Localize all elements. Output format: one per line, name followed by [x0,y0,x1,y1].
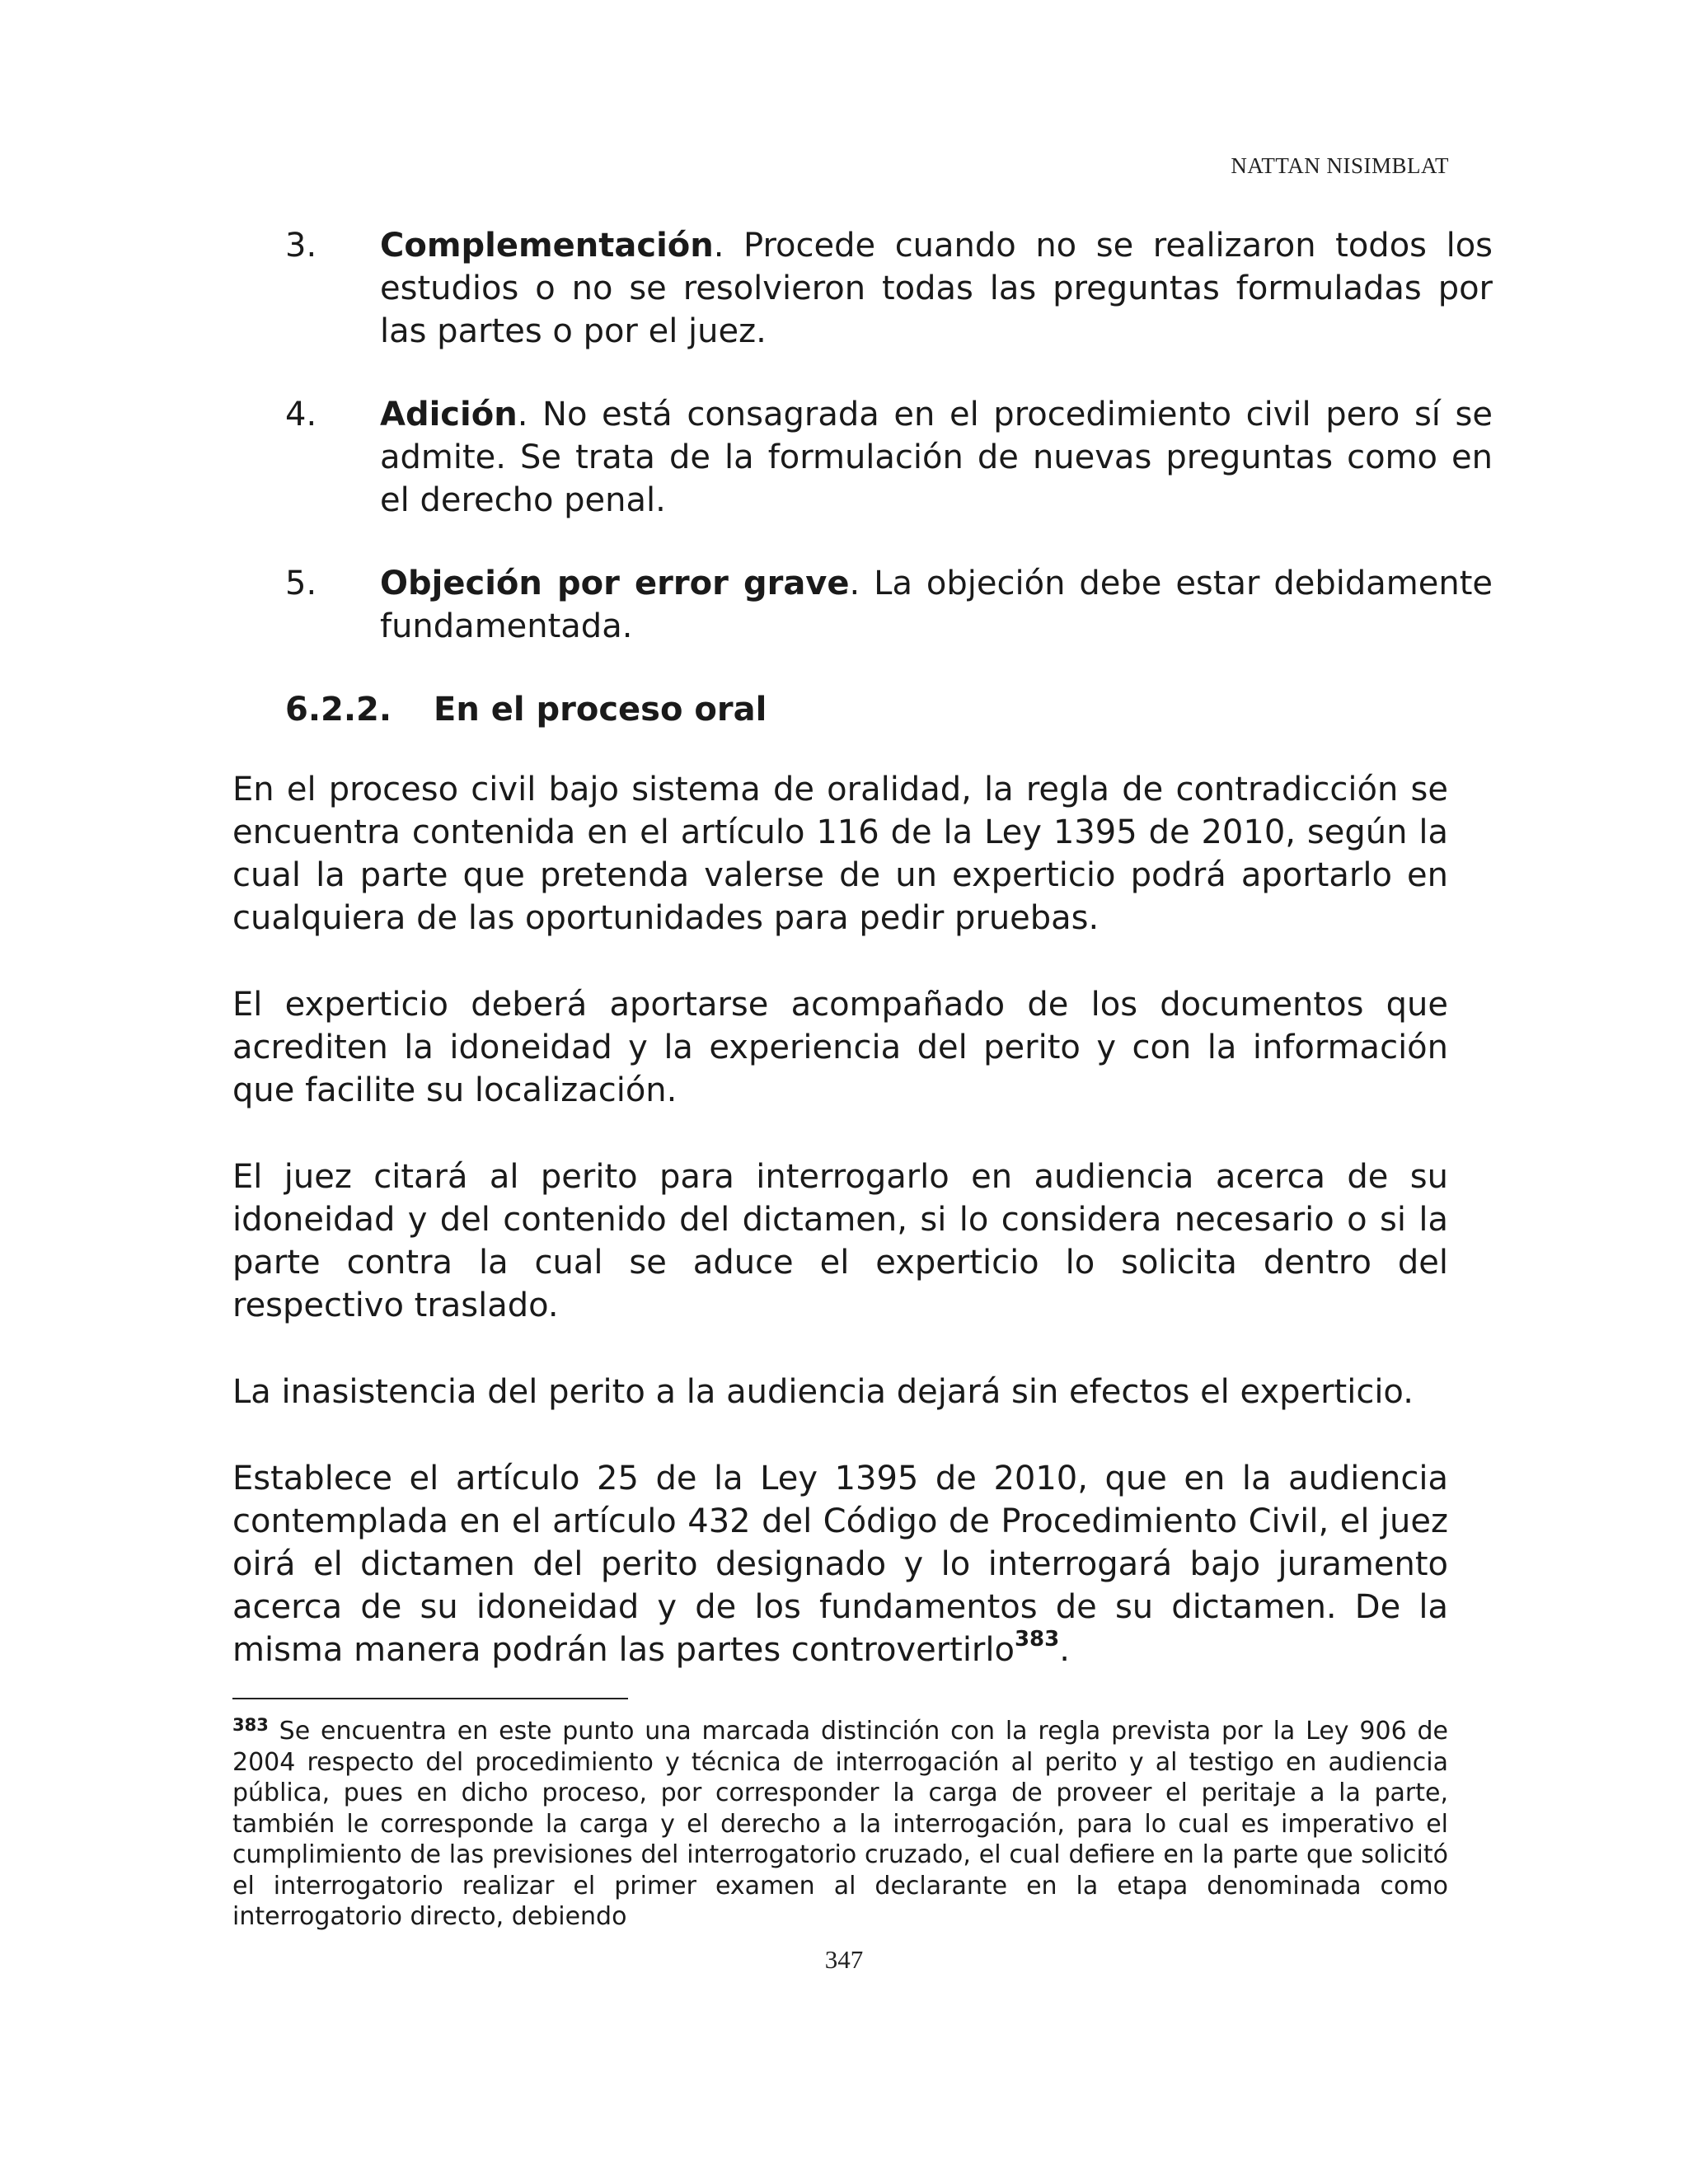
footnote [232,1716,1448,1933]
paragraph-trailing: . [1059,1631,1070,1669]
running-header: NATTAN NISIMBLAT [1231,153,1449,178]
section-number: 6.2.2. [285,691,392,729]
main-content [232,224,1493,1715]
body-paragraph: La inasistencia del perito a la audiencia dejará sin efectos el experticio. [232,1373,1414,1411]
list-item-objecion [285,562,1493,648]
list-item-number: 4. [285,396,317,434]
body-paragraph: El juez citará al perito para interrogarlo en audiencia acerca de su idoneidad y del contenido del dictamen, si lo considera necesario o si la parte contra la cual se aduce el experticio lo solicita dentro del respectivo traslado. [232,1158,1448,1324]
list-item-number: 3. [285,227,317,265]
list-item-text: . La objeción debe estar debidamente fundamentada. [380,565,1493,645]
list-item-text: . No está consagrada en el procedimiento civil pero sí se admite. Se trata de la formulación de nuevas preguntas como en el derecho penal. [380,396,1493,519]
paragraph-text: Establece el artículo 25 de la Ley 1395 de 2010, que en la audiencia contemplada en el artículo 432 del Código de Procedimiento Civil, el juez oirá el dictamen del perito designado y lo interrogará bajo juramento acerca de su idoneidad y de los fundamentos de su dictamen. De la misma manera podrán las partes controvertirlo [232,1460,1448,1669]
footnote-marker: 383 [232,1715,269,1735]
footnote-text: Se encuentra en este punto una marcada distinción con la regla prevista por la Ley 906 de 2004 respecto del procedimiento y técnica de interrogación al perito y al testigo en audiencia pública, pues en dicho proceso, por corresponder la carga de proveer el peritaje a la parte, también le corresponde la carga y el derecho a la interrogación, para lo cual es imperativo el cumplimiento de las previsiones del interrogatorio cruzado, el cual defiere en la parte que solicitó el interrogatorio realizar el primer examen al declarante en la etapa denominada como interrogatorio directo, debiendo [232,1717,1448,1931]
list-item-number: 5. [285,565,317,602]
list-item-term: Adición [380,396,518,434]
footnote-reference[interactable]: 383 [1014,1627,1060,1652]
list-item-complementacion [285,224,1493,353]
list-item-term: Complementación [380,227,714,265]
body-paragraph-with-footnote [232,1457,1448,1671]
section-title: En el proceso oral [434,691,767,729]
list-item-text: . Procede cuando no se realizaron todos los estudios o no se resolvieron todas las preguntas formuladas por las partes o por el juez. [380,227,1493,350]
page-number: 347 [824,1945,864,1974]
section-heading [285,688,1448,731]
footnote-divider [232,1698,628,1699]
list-item-term: Objeción por error grave [380,565,850,602]
body-paragraph: El experticio deberá aportarse acompañado de los documentos que acrediten la idoneidad y la experiencia del perito y con la información que facilite su localización. [232,986,1448,1109]
body-paragraph: En el proceso civil bajo sistema de oralidad, la regla de contradicción se encuentra contenida en el artículo 116 de la Ley 1395 de 2010, según la cual la parte que pretenda valerse de un experticio podrá aportarlo en cualquiera de las oportunidades para pedir pruebas. [232,771,1448,937]
list-item-adicion [285,393,1493,522]
